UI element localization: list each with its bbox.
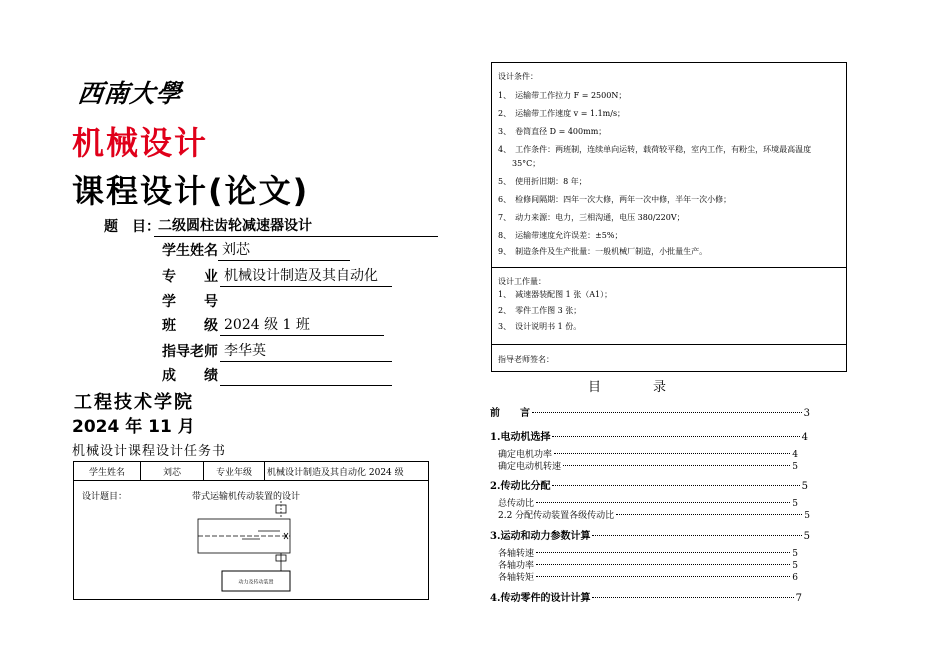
workload-heading: 设计工作量： [498,277,546,286]
field-label: 学生姓名 [162,243,218,259]
toc-leader [536,502,790,503]
toc-entry-page: 5 [803,531,810,542]
diagram-box-label: 动力及传动装置 [238,579,274,586]
condition-item: 5、 使用折旧期：8 年； [498,177,587,186]
toc-leader [536,564,790,565]
task-heading: 机械设计课程设计任务书 [72,444,227,459]
toc-entry[interactable] [498,508,810,521]
toc-entry-text: 4.传动零件的设计计算 [490,593,591,604]
cover-date: 2024 年 11 月 [72,417,195,437]
field-value: 刘芯 [218,241,350,261]
field-class [162,316,310,336]
conditions-heading: 设计条件： [498,72,538,81]
field-value: 机械设计制造及其自动化 [220,267,392,287]
table-cell: 学生姓名 [74,462,141,481]
field-value: 二级圆柱齿轮减速器设计 [154,217,438,237]
toc-leader [554,453,790,454]
toc-leader [536,552,790,553]
table-cell: 专业年级 [204,462,265,481]
toc-entry-text: 总传动比 [498,499,535,509]
divider [492,344,846,345]
field-value: 2024 级 1 班 [220,316,384,336]
toc-leader [563,465,790,466]
toc-entry-text: 1.电动机选择 [490,432,551,443]
table-cell: 刘芯 [141,462,204,481]
condition-item: 7、 动力来源：电力，三相沟通，电压 380/220V； [498,213,685,222]
toc-leader [592,597,793,598]
field-label: 指导老师 [162,344,218,360]
condition-item: 8、 运输带速度允许误差：±5%； [498,231,623,240]
toc-leader [616,514,802,515]
toc-entry-page: 5 [804,511,810,521]
divider [492,267,846,268]
toc-entry-page: 5 [792,499,798,509]
transmission-diagram [184,501,334,596]
field-advisor [162,342,266,362]
field-value [220,366,392,386]
cover-title-line1: 机械设计 [72,124,209,162]
toc-entry-page: 4 [801,432,808,443]
field-label: 学 号 [162,294,218,310]
college-name: 工程技术学院 [74,392,194,413]
toc-entry-text: 各轴转矩 [498,573,535,583]
toc-entry-page: 5 [801,481,808,492]
toc-entry-page: 5 [792,549,798,559]
toc-entry-page: 5 [792,462,798,472]
toc-entry[interactable] [490,428,808,443]
table-row [74,462,429,481]
toc-entry-text: 确定电机功率 [498,450,553,460]
field-label: 专 业 [162,269,218,285]
workload-item: 3、 设计说明书 1 份。 [498,322,582,331]
field-label: 成 绩 [162,368,218,384]
condition-item: 1、 运输带工作拉力 F = 2500N； [498,91,627,100]
condition-item: 6、 检修间隔期：四年一次大修，两年一次中修，半年一次小修； [498,195,732,204]
toc-entry-text: 确定电动机转速 [498,462,562,472]
design-topic-box [73,481,429,600]
toc-leader [552,436,799,437]
workload-item: 1、 减速器装配图 1 张（A1）； [498,290,613,299]
toc-title: 目 录 [588,380,667,395]
design-conditions-box [491,62,847,372]
toc-entry-page: 7 [795,593,802,604]
toc-entry[interactable] [498,459,798,472]
field-label: 题 目： [104,219,160,235]
toc-entry[interactable] [498,570,798,583]
toc-entry[interactable] [490,527,810,542]
condition-item: 3、 卷筒直径 D = 400mm； [498,127,607,136]
toc-entry-text: 2.传动比分配 [490,481,551,492]
toc-entry-page: 6 [792,573,798,583]
field-student-id [162,292,218,312]
toc-leader [592,535,801,536]
design-topic-value: 带式运输机传动装置的设计 [192,492,301,502]
toc-entry[interactable] [490,477,808,492]
cover-title-line2: 课程设计(论文) [72,172,310,210]
toc-entry-page: 3 [803,408,810,419]
condition-item-cont: 35°C； [512,159,541,168]
table-cell: 机械设计制造及其自动化 2024 级 [265,462,429,481]
toc-entry-page: 4 [792,450,798,460]
toc-leader [552,485,799,486]
advisor-signature-label: 指导老师签名： [498,355,554,364]
toc-entry-text: 2.2 分配传动装置各级传动比 [498,511,615,521]
task-info-table [73,461,429,481]
toc-entry-text: 各轴转速 [498,549,535,559]
field-major [162,267,378,287]
design-topic-label: 设计题目： [82,492,128,502]
toc-entry-text: 前 言 [490,408,530,419]
workload-item: 2、 零件工作图 3 张； [498,306,582,315]
field-label: 班 级 [162,318,218,334]
toc-leader [532,412,802,413]
field-topic [104,217,312,237]
condition-item: 2、 运输带工作速度 v = 1.1m/s； [498,109,626,118]
toc-entry-text: 各轴功率 [498,561,535,571]
toc-entry-page: 5 [792,561,798,571]
condition-item: 4、 工作条件：两班制，连续单向运转，载荷较平稳，室内工作，有粉尘，环境最高温度 [498,145,812,154]
university-logo: 西南大學 [76,79,184,108]
field-student-name [162,241,250,261]
toc-entry[interactable] [490,589,802,604]
field-value [220,292,224,311]
condition-item: 9、 制造条件及生产批量：一般机械厂制造，小批量生产。 [498,247,708,256]
toc-entry[interactable] [490,404,810,419]
field-value: 李华英 [220,342,392,362]
field-grade [162,366,218,386]
toc-entry-text: 3.运动和动力参数计算 [490,531,591,542]
toc-leader [536,576,790,577]
